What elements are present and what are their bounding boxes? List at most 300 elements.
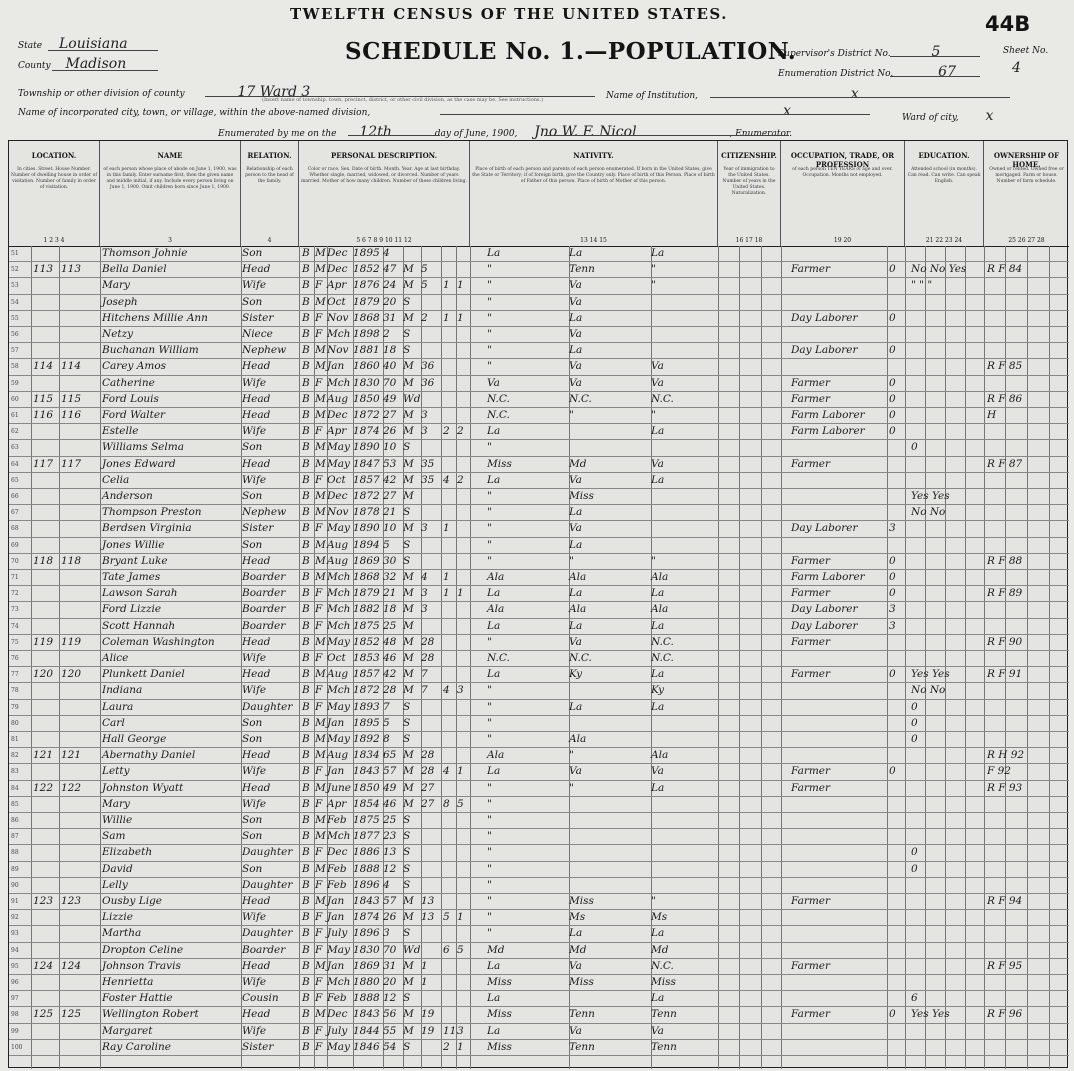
cell-sex: M xyxy=(315,409,326,421)
cell-ym: 3 xyxy=(421,409,428,421)
cell-ms: M xyxy=(403,895,414,907)
cell-ms: M xyxy=(403,635,414,648)
cell-dw: 121 xyxy=(33,749,54,762)
cell-month: Jan xyxy=(327,360,345,373)
cell-ms: M xyxy=(403,522,414,535)
cell-own: R F 93 xyxy=(987,781,1023,794)
cell-occ: Day Laborer xyxy=(791,311,858,324)
cell-ms: Wd xyxy=(403,392,421,405)
cell-cl: 1 xyxy=(457,587,464,600)
cell-year: 1868 xyxy=(353,571,380,583)
cell-mpob: Ms xyxy=(651,911,668,924)
table-row xyxy=(9,797,1069,813)
table-row xyxy=(9,586,1069,602)
supervisor-label: Supervisor's District No. xyxy=(778,49,891,59)
cell-ms: M xyxy=(403,311,414,324)
cell-cl: 1 xyxy=(457,911,464,924)
cell-fpob: La xyxy=(569,344,583,357)
cell-name: Elizabeth xyxy=(102,846,153,859)
table-row xyxy=(9,635,1069,651)
cell-year: 1876 xyxy=(353,279,380,292)
cell-dw: 123 xyxy=(33,895,54,907)
cell-ms: S xyxy=(403,862,411,875)
city-label: Name of incorporated city, town, or village, within the above-named division, xyxy=(18,108,371,118)
cell-rel: Son xyxy=(242,247,263,259)
table-row xyxy=(9,894,1069,910)
cell-year: 1892 xyxy=(353,733,380,745)
cell-ms: M xyxy=(403,603,414,616)
cell-name: David xyxy=(102,862,133,875)
line-number: 53 xyxy=(11,282,19,290)
cell-year: 1852 xyxy=(353,263,380,276)
cell-race: B xyxy=(302,992,310,1005)
cell-rel: Sister xyxy=(242,1040,274,1053)
cell-age: 8 xyxy=(383,733,390,745)
cell-occ: Farmer xyxy=(791,635,831,648)
cell-year: 1894 xyxy=(353,538,380,551)
cell-rel: Wife xyxy=(242,684,267,697)
cell-race: B xyxy=(302,911,310,924)
cell-year: 1898 xyxy=(353,328,380,340)
cell-year: 1844 xyxy=(353,1024,380,1037)
cell-mpob: Va xyxy=(651,765,664,778)
cell-name: Margaret xyxy=(102,1024,153,1037)
cell-rel: Head xyxy=(242,392,271,405)
cell-pob: " xyxy=(487,490,492,502)
cell-fpob: Miss xyxy=(569,976,594,988)
cell-sex: M xyxy=(315,781,326,794)
table-row xyxy=(9,732,1069,748)
cell-name: Catherine xyxy=(102,376,155,389)
cell-month: Feb xyxy=(327,992,347,1005)
population-table xyxy=(8,140,1068,1068)
cell-name: Lelly xyxy=(102,878,128,891)
cell-race: B xyxy=(302,959,310,972)
supervisor-value: 5 xyxy=(931,44,941,60)
cell-rel: Wife xyxy=(242,1024,267,1037)
ward-field xyxy=(902,108,993,124)
cell-fpob: La xyxy=(569,927,583,940)
cell-year: 1888 xyxy=(353,862,380,875)
cell-pob: N.C. xyxy=(487,392,510,405)
cell-age: 65 xyxy=(383,749,397,762)
cell-race: B xyxy=(302,862,310,875)
census-title: TWELFTH CENSUS OF THE UNITED STATES. xyxy=(290,5,728,23)
cell-race: B xyxy=(302,554,310,567)
table-row xyxy=(9,343,1069,359)
table-row xyxy=(9,473,1069,489)
cell-name: Carey Amos xyxy=(102,360,167,373)
cell-mpob: Tenn xyxy=(651,1040,677,1053)
cell-sex: F xyxy=(315,376,323,389)
cell-year: 1857 xyxy=(353,473,380,486)
cell-name: Anderson xyxy=(102,490,153,502)
cell-ms: M xyxy=(403,1008,414,1021)
cell-pob: " xyxy=(487,538,492,551)
cell-cl: 1 xyxy=(457,1040,464,1053)
cell-sex: F xyxy=(315,684,323,697)
cell-race: B xyxy=(302,279,310,292)
cell-ms: S xyxy=(403,344,411,357)
cell-age: 57 xyxy=(383,895,397,907)
line-number: 88 xyxy=(11,849,19,857)
cell-month: Aug xyxy=(327,749,349,762)
cell-age: 5 xyxy=(383,716,390,729)
cell-pob: " xyxy=(487,554,492,567)
cell-ms: M xyxy=(403,668,414,681)
cell-ym: 2 xyxy=(421,311,428,324)
cell-name: Martha xyxy=(102,927,142,940)
cell-fpob: " xyxy=(569,781,574,794)
cell-pob: " xyxy=(487,295,492,308)
cell-own: R F 89 xyxy=(987,587,1023,600)
cell-mpob: Miss xyxy=(651,976,676,988)
cell-mc: 5 xyxy=(443,911,450,924)
cell-own: R F 87 xyxy=(987,457,1023,470)
cell-pob: " xyxy=(487,716,492,729)
line-number: 72 xyxy=(11,590,19,598)
cell-sex: M xyxy=(315,571,326,583)
line-number: 85 xyxy=(11,800,19,808)
cell-race: B xyxy=(302,846,310,859)
cell-unemp: 0 xyxy=(889,376,896,389)
cell-ym: 3 xyxy=(421,425,428,438)
cell-dw: 118 xyxy=(33,554,54,567)
cell-pob: Miss xyxy=(487,1040,512,1053)
cell-fpob: Va xyxy=(569,522,582,535)
cell-rel: Niece xyxy=(242,328,273,340)
cell-year: 1850 xyxy=(353,392,380,405)
cell-fpob: Tenn xyxy=(569,1008,595,1021)
col-location: LOCATION. In cities. Street. House Number. Number of dwelling house in order of visitation. Number of family in order of visitation. 1 2 3 4 xyxy=(9,141,100,246)
table-row xyxy=(9,408,1069,424)
cell-race: B xyxy=(302,392,310,405)
cell-sex: F xyxy=(315,992,323,1005)
cell-rel: Wife xyxy=(242,376,267,389)
cell-name: Ford Louis xyxy=(102,392,159,405)
cell-name: Lawson Sarah xyxy=(102,587,178,600)
cell-sex: M xyxy=(315,360,326,373)
cell-ms: M xyxy=(403,684,414,697)
line-number: 56 xyxy=(11,331,19,338)
cell-ms: M xyxy=(403,409,414,421)
cell-mc: 8 xyxy=(443,797,450,810)
cell-race: B xyxy=(302,587,310,600)
cell-cl: 5 xyxy=(457,943,464,956)
cell-month: Dec xyxy=(327,1008,348,1021)
cell-ms: M xyxy=(403,571,414,583)
cell-rel: Sister xyxy=(242,522,274,535)
table-row xyxy=(9,667,1069,683)
cell-race: B xyxy=(302,490,310,502)
cell-ms: M xyxy=(403,619,414,632)
cell-mc: 1 xyxy=(443,587,450,600)
cell-edu: 0 xyxy=(911,733,918,745)
cell-fpob: Miss xyxy=(569,895,594,907)
cell-sex: M xyxy=(315,716,326,729)
cell-pob: " xyxy=(487,927,492,940)
cell-occ: Farmer xyxy=(791,895,831,907)
cell-ym: 35 xyxy=(421,457,435,470)
cell-month: June xyxy=(327,781,351,794)
table-row xyxy=(9,392,1069,408)
cell-ms: S xyxy=(403,733,411,745)
cell-year: 1834 xyxy=(353,749,380,762)
cell-occ: Farmer xyxy=(791,376,831,389)
cell-mpob: Va xyxy=(651,360,664,373)
cell-own: R H 92 xyxy=(987,749,1025,762)
cell-sex: M xyxy=(315,862,326,875)
cell-year: 1843 xyxy=(353,895,380,907)
cell-fpob: Ala xyxy=(569,733,587,745)
cell-age: 49 xyxy=(383,781,397,794)
cell-mc: 2 xyxy=(443,1040,450,1053)
col-name: NAME of each person whose place of abode on June 1, 1900, was in this family. Enter surname first, then the given name and middle initial, if any. Include every person living on June 1, 1900. Omit children born since June 1, 1900. 3 xyxy=(100,141,241,246)
line-number: 65 xyxy=(11,476,19,484)
cell-occ: Farmer xyxy=(791,959,831,972)
cell-sex: F xyxy=(315,587,323,600)
cell-edu: Yes Yes xyxy=(911,668,950,681)
cell-name: Mary xyxy=(102,279,130,292)
line-number: 84 xyxy=(11,784,19,792)
cell-race: B xyxy=(302,441,310,454)
cell-own: R F 88 xyxy=(987,554,1023,567)
cell-race: B xyxy=(302,506,310,519)
cell-ym: 3 xyxy=(421,587,428,600)
cell-name: Estelle xyxy=(102,425,139,438)
col-ownership: OWNERSHIP OF HOME. Owned or rented. Owned free or mortgaged. Farm or house. Number of farm schedule. 25 26 27 28 xyxy=(989,151,1064,244)
cell-name: Ray Caroline xyxy=(102,1040,172,1053)
cell-edu: 0 xyxy=(911,441,918,454)
cell-sex: M xyxy=(315,490,326,502)
cell-own: R F 96 xyxy=(987,1008,1023,1021)
cell-month: Mch xyxy=(327,976,351,988)
cell-name: Indiana xyxy=(102,684,143,697)
cell-ym: 27 xyxy=(421,781,435,794)
line-number: 51 xyxy=(11,250,19,257)
cell-mpob: Ala xyxy=(651,571,669,583)
cell-year: 1854 xyxy=(353,797,380,810)
cell-year: 1882 xyxy=(353,603,380,616)
sheet-id: 44B xyxy=(985,12,1031,36)
cell-own: R F 85 xyxy=(987,360,1023,373)
cell-age: 10 xyxy=(383,522,397,535)
cell-fpob: " xyxy=(569,554,574,567)
cell-race: B xyxy=(302,797,310,810)
table-row xyxy=(9,327,1069,343)
cell-pob: " xyxy=(487,328,492,340)
cell-year: 1875 xyxy=(353,619,380,632)
cell-ms: M xyxy=(403,781,414,794)
cell-sex: F xyxy=(315,846,323,859)
cell-ym: 28 xyxy=(421,635,435,648)
cell-age: 25 xyxy=(383,814,397,826)
cell-mpob: La xyxy=(651,619,665,632)
cell-dw: 124 xyxy=(33,959,54,972)
sheet-value: 4 xyxy=(1012,60,1021,76)
cell-month: Dec xyxy=(327,409,348,421)
enumeration-field xyxy=(778,64,956,80)
cell-rel: Wife xyxy=(242,976,267,988)
cell-unemp: 0 xyxy=(889,587,896,600)
cell-unemp: 0 xyxy=(889,571,896,583)
cell-pob: La xyxy=(487,1024,501,1037)
cell-cl: 5 xyxy=(457,797,464,810)
cell-month: Aug xyxy=(327,392,349,405)
table-row xyxy=(9,505,1069,521)
enumerator-label: , Enumerator. xyxy=(729,129,793,139)
cell-sex: F xyxy=(315,619,323,632)
cell-year: 1852 xyxy=(353,635,380,648)
cell-month: May xyxy=(327,457,350,470)
cell-ms: M xyxy=(403,263,414,276)
cell-month: May xyxy=(327,700,350,713)
cell-unemp: 3 xyxy=(889,522,896,535)
cell-ym: 1 xyxy=(421,976,428,988)
cell-mpob: N.C. xyxy=(651,959,674,972)
cell-ms: M xyxy=(403,376,414,389)
cell-name: Ousby Lige xyxy=(102,895,163,907)
cell-unemp: 0 xyxy=(889,344,896,357)
cell-ms: M xyxy=(403,279,414,292)
cell-pob: " xyxy=(487,263,492,276)
cell-month: Mch xyxy=(327,619,351,632)
cell-ym: 28 xyxy=(421,749,435,762)
cell-race: B xyxy=(302,814,310,826)
cell-fpob: N.C. xyxy=(569,652,592,664)
cell-fpob: Tenn xyxy=(569,1040,595,1053)
cell-ym: 35 xyxy=(421,473,435,486)
cell-rel: Head xyxy=(242,635,271,648)
cell-fpob: Va xyxy=(569,635,582,648)
cell-age: 49 xyxy=(383,392,397,405)
cell-year: 1869 xyxy=(353,959,380,972)
cell-ms: M xyxy=(403,976,414,988)
line-number: 99 xyxy=(11,1027,19,1035)
cell-pob: La xyxy=(487,765,501,778)
cell-mpob: Ala xyxy=(651,749,669,762)
cell-sex: M xyxy=(315,733,326,745)
cell-edu: Yes Yes xyxy=(911,490,950,502)
cell-age: 53 xyxy=(383,457,397,470)
cell-ms: S xyxy=(403,1040,411,1053)
cell-ym: 3 xyxy=(421,603,428,616)
cell-race: B xyxy=(302,311,310,324)
cell-name: Thompson Preston xyxy=(102,506,202,519)
cell-ym: 28 xyxy=(421,765,435,778)
cell-pob: Miss xyxy=(487,976,512,988)
table-row xyxy=(9,619,1069,635)
table-row xyxy=(9,764,1069,780)
line-number: 63 xyxy=(11,444,19,452)
cell-name: Berdsen Virginia xyxy=(102,522,192,535)
cell-dw: 113 xyxy=(33,263,54,276)
cell-cl: 2 xyxy=(457,425,464,438)
cell-month: Dec xyxy=(327,263,348,276)
cell-sex: M xyxy=(315,506,326,519)
cell-race: B xyxy=(302,635,310,648)
cell-name: Netzy xyxy=(102,328,134,340)
cell-pob: " xyxy=(487,684,492,697)
schedule-header xyxy=(0,0,1074,140)
cell-year: 1888 xyxy=(353,992,380,1005)
cell-sex: F xyxy=(315,279,323,292)
cell-pob: " xyxy=(487,846,492,859)
cell-name: Bryant Luke xyxy=(102,554,168,567)
table-row xyxy=(9,440,1069,456)
col-education: EDUCATION. Attended school (in months). Can read. Can write. Can speak English. 21 22 23 24 xyxy=(905,141,984,246)
cell-rel: Head xyxy=(242,263,271,276)
cell-mc: 1 xyxy=(443,571,450,583)
cell-pob: La xyxy=(487,587,501,600)
cell-dw: 116 xyxy=(33,409,54,421)
table-row xyxy=(9,813,1069,829)
line-number: 90 xyxy=(11,881,19,889)
cell-mc: 1 xyxy=(443,279,450,292)
cell-name: Foster Hattie xyxy=(102,992,173,1005)
cell-occ: Farm Laborer xyxy=(791,571,865,583)
cell-month: May xyxy=(327,1040,350,1053)
cell-rel: Wife xyxy=(242,279,267,292)
cell-mc: 4 xyxy=(443,765,450,778)
cell-pob: " xyxy=(487,830,492,843)
cell-ym: 7 xyxy=(421,684,428,697)
cell-pob: " xyxy=(487,441,492,454)
cell-rel: Head xyxy=(242,457,271,470)
cell-year: 1853 xyxy=(353,652,380,664)
ward-label: Ward of city, xyxy=(902,113,959,123)
cell-fam: 121 xyxy=(61,749,82,762)
cell-ym: 27 xyxy=(421,797,435,810)
cell-age: 2 xyxy=(383,328,390,340)
cell-race: B xyxy=(302,895,310,907)
table-row xyxy=(9,683,1069,699)
cell-fpob: La xyxy=(569,247,583,259)
cell-pob: Ala xyxy=(487,603,505,616)
col-citizenship: CITIZENSHIP. Year of immigration to the United States. Number of years in the United States. Naturalization. 16 17 18 xyxy=(718,141,781,246)
cell-mpob: Md xyxy=(651,943,669,956)
cell-fam: 115 xyxy=(61,392,82,405)
cell-cl: 1 xyxy=(457,765,464,778)
cell-mpob: " xyxy=(651,263,656,276)
line-number: 97 xyxy=(11,995,19,1003)
enumeration-value: 67 xyxy=(938,64,956,80)
cell-age: 57 xyxy=(383,765,397,778)
cell-mpob: Ky xyxy=(651,684,665,697)
cell-own: R F 84 xyxy=(987,263,1023,276)
cell-fpob: Md xyxy=(569,457,587,470)
cell-mc: 1 xyxy=(443,311,450,324)
cell-name: Letty xyxy=(102,765,130,778)
cell-ym: 13 xyxy=(421,911,435,924)
enumeration-label: Enumeration District No. xyxy=(778,69,894,79)
cell-pob: " xyxy=(487,344,492,357)
cell-mpob: La xyxy=(651,473,665,486)
line-number: 78 xyxy=(11,687,19,695)
cell-mpob: N.C. xyxy=(651,652,674,664)
cell-rel: Head xyxy=(242,554,271,567)
cell-sex: M xyxy=(315,344,326,357)
cell-age: 70 xyxy=(383,943,397,956)
line-number: 83 xyxy=(11,768,19,776)
cell-rel: Head xyxy=(242,781,271,794)
sheet-label: Sheet No. xyxy=(1003,46,1049,56)
county-value: Madison xyxy=(65,56,127,72)
cell-year: 1890 xyxy=(353,522,380,535)
enumerated-line xyxy=(218,124,792,140)
cell-ms: S xyxy=(403,295,411,308)
cell-fam: 117 xyxy=(61,457,82,470)
